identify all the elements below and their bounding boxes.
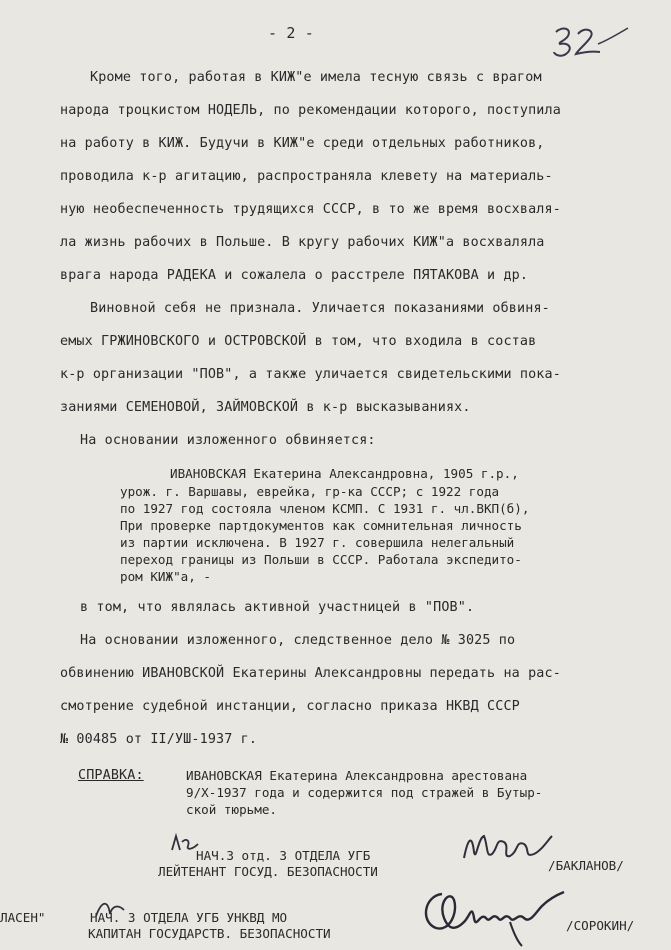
body-line: проводила к-р агитацию, распространяла клевету на материаль- — [60, 169, 553, 184]
note-line: ской тюрьме. — [186, 802, 277, 817]
cut-off-text: ЛАСЕН" — [0, 910, 46, 925]
body-line: смотрение судебной инстанции, согласно приказа НКВД СССР — [60, 699, 520, 714]
handwritten-signature — [458, 828, 558, 872]
signature-rank: ЛЕЙТЕНАНТ ГОСУД. БЕЗОПАСНОСТИ — [158, 864, 378, 879]
body-line: заниями СЕМЕНОВОЙ, ЗАЙМОВСКОЙ в к-р высказываниях. — [60, 400, 471, 415]
signature-name: /БАКЛАНОВ/ — [548, 858, 624, 873]
accused-line: урож. г. Варшавы, еврейка, гр-ка СССР; с 1922 года — [120, 484, 500, 499]
note-line: ИВАНОВСКАЯ Екатерина Александровна арестована — [186, 768, 528, 783]
body-line: Кроме того, работая в КИЖ"е имела тесную связь с врагом — [90, 70, 542, 85]
body-line: № 00485 от II/УШ-1937 г. — [60, 732, 258, 747]
accused-line: ром КИЖ"а, - — [120, 569, 211, 584]
body-line: на работу в КИЖ. Будучи в КИЖ"е среди отдельных работников, — [60, 136, 545, 151]
body-line: народа троцкистом НОДЕЛЬ, по рекомендации которого, поступила — [60, 103, 561, 118]
accused-line: ИВАНОВСКАЯ Екатерина Александровна, 1905 г.р., — [170, 466, 519, 481]
accused-line: переход границы из Польши в СССР. Работала экспедито- — [120, 552, 522, 567]
accused-line: из партии исключена. В 1927 г. совершила нелегальный — [120, 535, 515, 550]
signature-name: /СОРОКИН/ — [566, 918, 635, 933]
body-line: емых ГРЖИНОВСКОГО и ОСТРОВСКОЙ в том, что входила в состав — [60, 334, 537, 349]
handwritten-initials — [168, 832, 204, 854]
body-line: На основании изложенного, следственное дело № 3025 по — [80, 633, 516, 648]
page-number: - 2 - — [268, 24, 314, 42]
body-line: ла жизнь рабочих в Польше. В кругу рабочих КИЖ"а восхваляла — [60, 235, 545, 250]
accused-line: При проверке партдокументов как сомнительная личность — [120, 518, 522, 533]
note-label: СПРАВКА: — [78, 768, 144, 783]
archive-number-handwritten — [548, 18, 638, 60]
body-line: обвинению ИВАНОВСКОЙ Екатерины Александровны передать на рас- — [60, 666, 561, 681]
body-line: к-р организации "ПОВ", а также уличается свидетельскими пока- — [60, 367, 561, 382]
signature-title: НАЧ.3 отд. 3 ОТДЕЛА УГБ — [196, 848, 371, 863]
handwritten-signature — [414, 882, 574, 948]
signature-title: НАЧ. 3 ОТДЕЛА УГБ УНКВД МО — [90, 910, 288, 925]
signature-rank: КАПИТАН ГОСУДАРСТВ. БЕЗОПАСНОСТИ — [88, 926, 331, 941]
accused-line: по 1927 год состояла членом КСМП. С 1931 г. чл.ВКП(б), — [120, 501, 530, 516]
body-line: Виновной себя не признала. Уличается показаниями обвиня- — [90, 301, 550, 316]
body-line: На основании изложенного обвиняется: — [80, 433, 376, 448]
body-line: врага народа РАДЕКА и сожалела о расстреле ПЯТАКОВА и др. — [60, 268, 529, 283]
body-line: в том, что являлась активной участницей в "ПОВ". — [80, 600, 475, 615]
handwritten-initials — [92, 896, 132, 920]
body-line: ную необеспеченность трудящихся СССР, в то же время восхваля- — [60, 202, 561, 217]
note-line: 9/Х-1937 года и содержится под стражей в Бутыр- — [186, 785, 543, 800]
